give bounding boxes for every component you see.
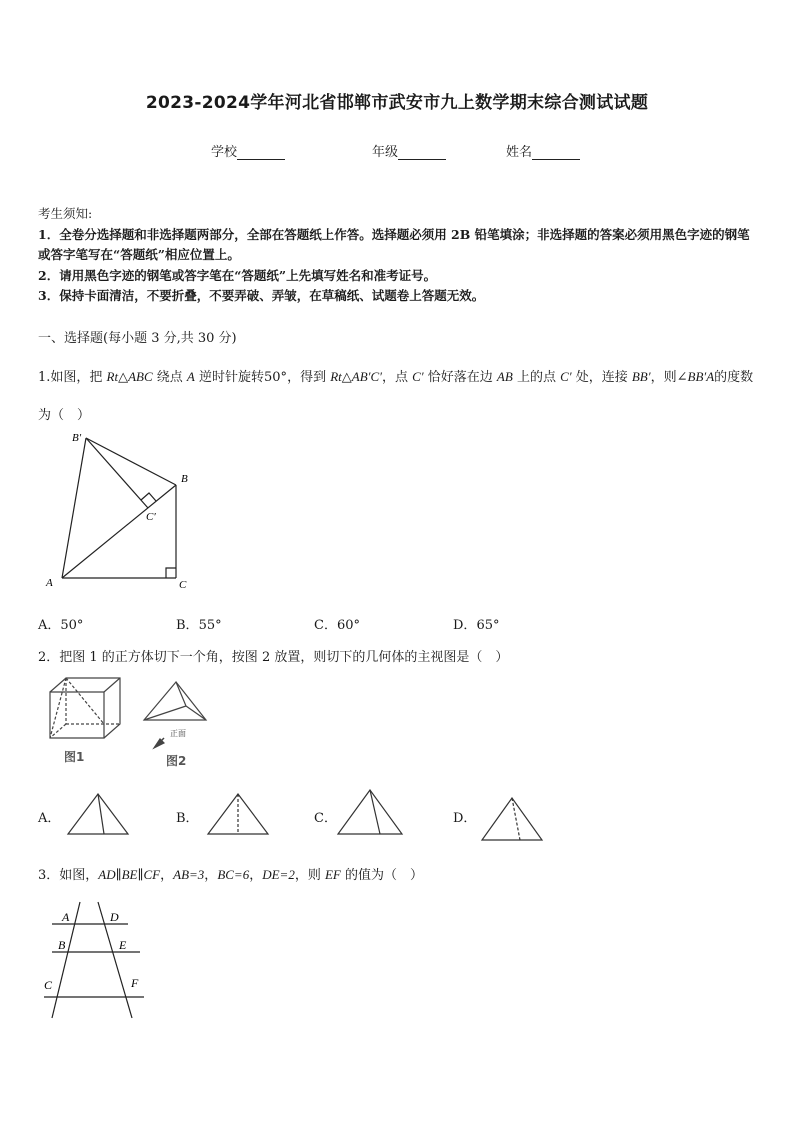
front-label: 正面	[170, 729, 186, 738]
q1-option-a[interactable]	[38, 614, 83, 633]
q1-math: Rt△AB′C′	[330, 369, 382, 384]
option-key: D．	[453, 618, 477, 633]
school-blank	[237, 146, 285, 160]
q3-figure	[38, 898, 154, 1022]
q1-math: C′	[412, 369, 424, 384]
q2-option-a-figure	[66, 790, 130, 838]
q1-option-c[interactable]	[314, 614, 360, 633]
option-value: 55°	[198, 618, 222, 633]
q3-text: ，	[160, 868, 174, 883]
label-b: B	[58, 938, 66, 952]
q3-text: ，	[204, 868, 218, 883]
notice-heading: 考生须知:	[38, 206, 93, 221]
grade-field	[372, 141, 446, 160]
q3-text: 的值为（ ）	[340, 868, 423, 883]
q1-text: 恰好落在边	[423, 370, 497, 385]
q2-option-b[interactable]: B．	[176, 811, 199, 826]
option-key: C．	[314, 618, 337, 633]
option-value: 60°	[336, 618, 360, 633]
q1-text: ，则	[650, 370, 677, 385]
q1-text: 的度数为（ ）	[38, 370, 754, 423]
q1-math: C′	[560, 369, 572, 384]
view-outline	[338, 790, 402, 834]
q1-text: ，得到	[287, 370, 331, 385]
option-value: 65°	[476, 618, 500, 633]
q3-math: AB=3	[173, 867, 205, 882]
question-3	[38, 864, 760, 883]
q1-math: BB′	[631, 369, 651, 384]
option-key: A．	[38, 618, 61, 633]
label-c: C	[179, 579, 187, 591]
tetra-figure-2	[140, 676, 212, 770]
label-b: B	[181, 473, 188, 485]
cube-hidden-edge	[50, 724, 66, 738]
cut-plane-edge	[50, 678, 66, 738]
q1-number: 1	[38, 370, 47, 385]
q1-math: AB	[496, 369, 513, 384]
q2-option-c-figure	[336, 786, 406, 838]
q1-text: .如图，把	[46, 370, 107, 385]
q2-option-b-figure	[206, 790, 270, 838]
q2-option-a[interactable]: A．	[38, 811, 61, 826]
segment-ab	[62, 485, 176, 578]
section-heading: 一、选择题(每小题 3 分,共 30 分)	[38, 331, 237, 346]
question-2: 2．把图 1 的正方体切下一个角，按图 2 放置，则切下的几何体的主视图是（ ）	[38, 650, 509, 665]
q3-text: ，则	[294, 868, 325, 883]
label-d: D	[110, 910, 119, 924]
q1-angle: 50°	[264, 370, 288, 385]
cube-edge	[104, 678, 120, 692]
cube-figure-1	[44, 674, 126, 768]
segment-bb-prime	[86, 438, 176, 485]
school-label: 学校	[211, 145, 238, 160]
exam-notice	[38, 204, 760, 307]
q3-math: BC=6	[217, 867, 250, 882]
fig1-caption: 图1	[64, 750, 85, 764]
tetra-outline	[144, 682, 206, 720]
q2-option-d[interactable]: D．	[453, 811, 477, 826]
label-a: A	[46, 577, 53, 589]
label-c-prime: C′	[146, 511, 156, 523]
view-outline	[68, 794, 128, 834]
grade-label: 年级	[372, 145, 399, 160]
tetra-edge	[176, 682, 186, 706]
q1-figure	[38, 428, 198, 593]
right-angle-mark-c	[166, 568, 176, 578]
q3-text: ，	[249, 868, 263, 883]
label-e: E	[119, 938, 127, 952]
fig2-caption: 图2	[166, 754, 187, 768]
q2-option-c[interactable]: C．	[314, 811, 337, 826]
q1-option-b[interactable]	[176, 614, 222, 633]
name-field	[506, 141, 580, 160]
right-angle-mark-c-prime	[141, 493, 156, 501]
q3-math: EF	[324, 867, 341, 882]
q1-text: 处，连接	[571, 370, 632, 385]
option-key: B．	[176, 618, 199, 633]
label-f: F	[131, 976, 139, 990]
grade-blank	[398, 146, 446, 160]
segment-b-prime-c-prime	[86, 438, 148, 508]
view-outline	[482, 798, 542, 840]
label-a: A	[62, 910, 70, 924]
q3-math: AD∥BE∥CF	[98, 867, 161, 882]
name-blank	[532, 146, 580, 160]
q1-option-d[interactable]	[453, 614, 499, 633]
q1-math: ∠BB′A	[676, 369, 715, 384]
label-c: C	[44, 978, 53, 992]
q2-option-d-figure	[480, 794, 546, 844]
q1-math: A	[186, 369, 195, 384]
notice-item-3: 3．保持卡面清洁，不要折叠，不要弄破、弄皱，在草稿纸、试题卷上答题无效。	[38, 288, 485, 303]
q1-text: 上的点	[512, 370, 561, 385]
question-1	[38, 358, 760, 435]
label-b-prime: B′	[72, 432, 82, 444]
notice-item-1: 1．全卷分选择题和非选择题两部分，全部在答题纸上作答。选择题必须用 2B 铅笔填涂；非选择题的答案必须用黑色字迹的钢笔或答字笔写在“答题纸”相应位置上。	[38, 226, 750, 262]
q3-math: DE=2	[262, 867, 295, 882]
cut-plane-edge	[66, 678, 104, 724]
q1-text: ，点	[382, 370, 413, 385]
q1-math: Rt△ABC	[106, 369, 153, 384]
name-label: 姓名	[506, 145, 533, 160]
option-value: 50°	[60, 618, 84, 633]
q1-text: 绕点	[152, 370, 187, 385]
school-field	[211, 141, 285, 160]
notice-item-2: 2．请用黑色字迹的钢笔或答字笔在“答题纸”上先填写姓名和准考证号。	[38, 267, 437, 283]
q3-text: 3．如图，	[38, 868, 99, 883]
page-title: 2023-2024学年河北省邯郸市武安市九上数学期末综合测试试题	[145, 93, 649, 113]
q1-text: 逆时针旋转	[194, 370, 265, 385]
segment-ab-prime	[62, 438, 86, 578]
